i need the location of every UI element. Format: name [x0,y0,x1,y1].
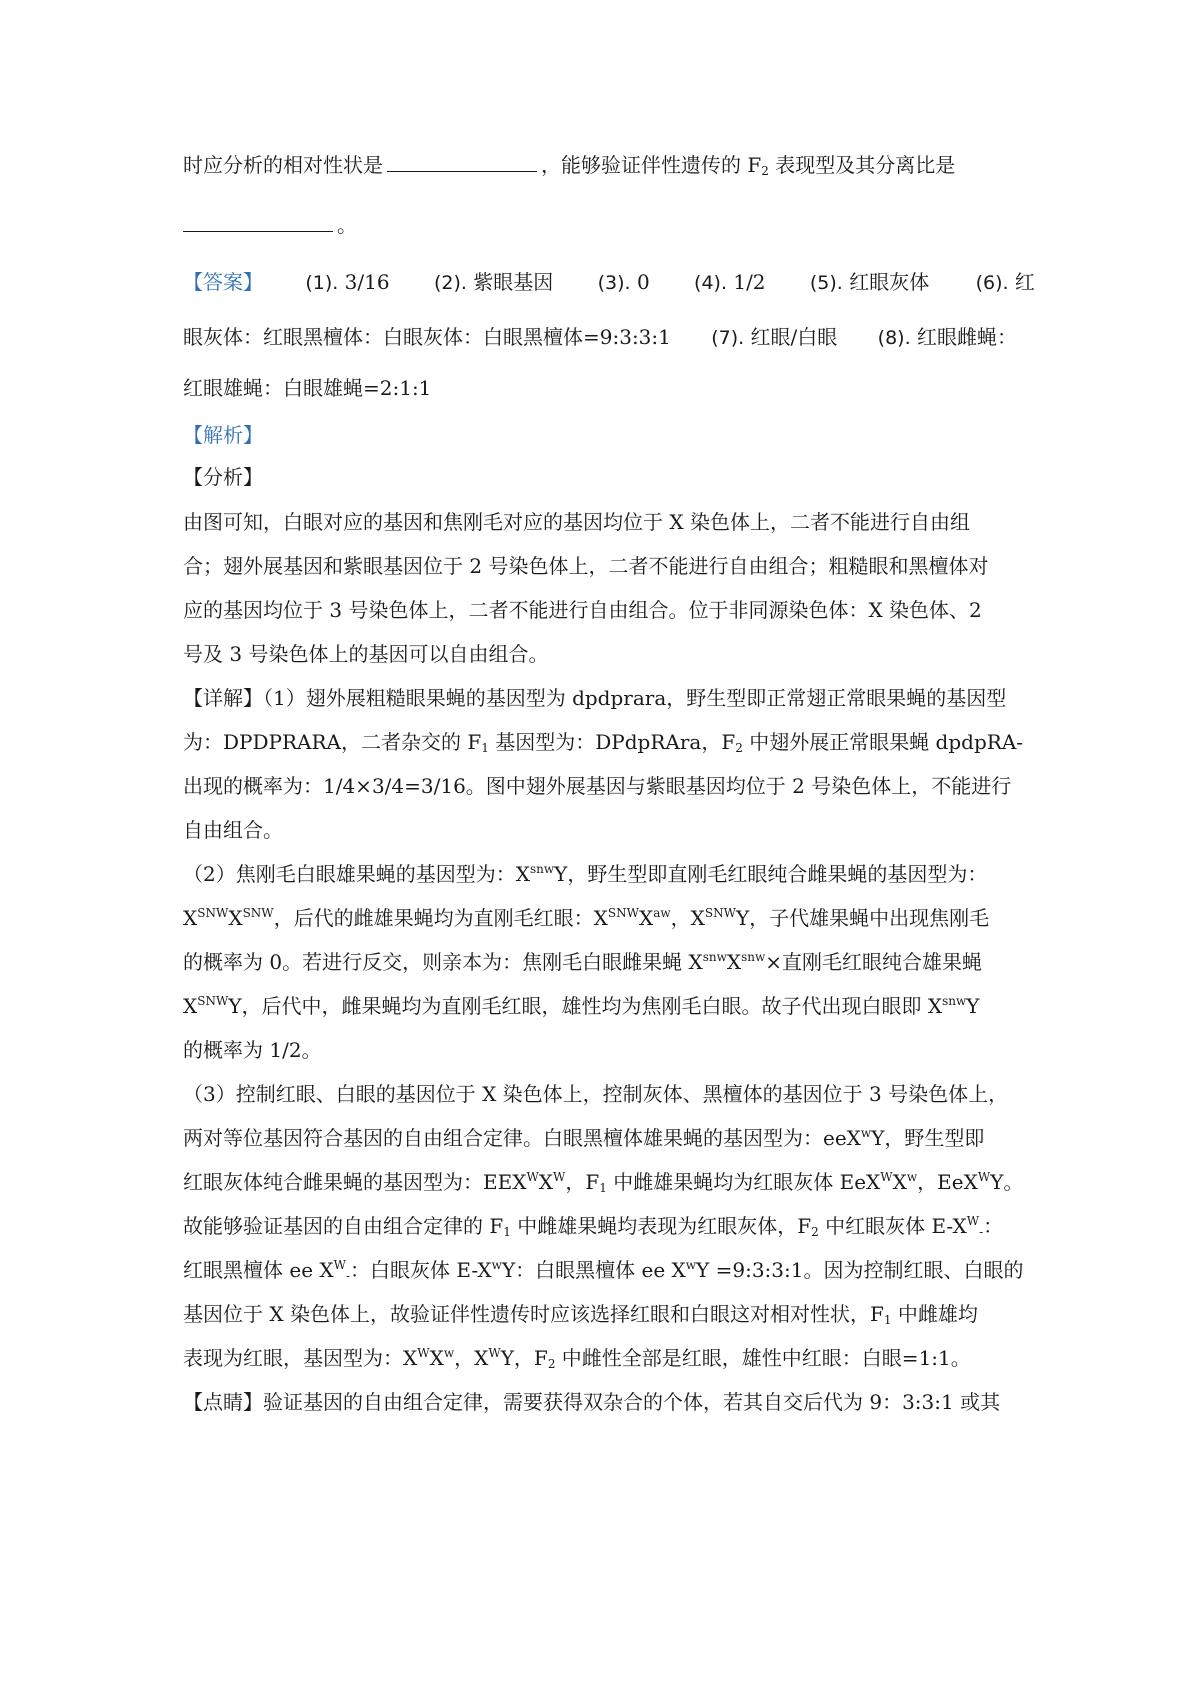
jiexi-label: 【解析】 [183,423,263,447]
answer-item-1: (1). 3/16 [305,270,390,294]
analysis-line: 由图可知，白眼对应的基因和焦刚毛对应的基因均位于 X 染色体上，二者不能进行自由组 [183,510,970,534]
answer-label: 【答案】 [183,270,263,294]
detail-p3-line-1: （3）控制红眼、白眼的基因位于 X 染色体上，控制灰体、黑檀体的基因位于 3 号染色体上， [183,1082,1009,1106]
detail-p1-line-1: 【详解】（1）翅外展粗糙眼果蝇的基因型为 dpdprara，野生型即正常翅正常眼果蝇的基因型 [183,686,1007,710]
detail-p2-line-3: 的概率为 0。若进行反交，则亲本为：焦刚毛白眼雌果蝇 $X^{snw}X^{snw}\times$直刚毛红眼纯合雄果蝇 [183,950,983,974]
fenxi-label: 【分析】 [183,465,263,489]
answer-item-8: (8). 红眼雌蝇： [877,325,1017,349]
answer-line-1 [183,267,1035,298]
answer-item-2: (2). 紫眼基因 [433,270,554,294]
answer-blank [183,211,333,232]
answer-blank [387,151,537,172]
analysis-line: 应的基因均位于 3 号染色体上，二者不能进行自由组合。位于非同源染色体：X 染色体、2 [183,598,982,622]
detail-p1-line-2: 为：DPDPRARA，二者杂交的 $F_1$ 基因型为：DPdpRAra，$F_2$ 中翅外展正常眼果蝇 dpdpRA- [183,730,1024,755]
detail-label: 【详解】 [183,686,263,710]
detail-p3-line-7: 表现为红眼，基因型为：$X^WX^w$，$X^WY$，$F_2$ 中雌性全部是红眼，雄性中红眼：白眼=1:1。 [183,1346,971,1371]
detail-p2-line-4: $X^{SNW}Y$，后代中，雌果蝇均为直刚毛红眼，雄性均为焦刚毛白眼。故子代出现白眼即 $X^{snw}Y$ [183,994,980,1018]
detail-p2-line-2: $X^{SNW}X^{SNW}$，后代的雌雄果蝇均为直刚毛红眼：$X^{SNW}X^{aw}$，$X^{SNW}Y$，子代雄果蝇中出现焦刚毛 [183,906,990,930]
dianjing-label: 【点睛】 [183,1390,263,1414]
answer-item-5: (5). 红眼灰体 [809,270,930,294]
answer-line-3: 红眼雄蝇：白眼雄蝇=2:1:1 [183,376,432,400]
answer-item-7: (7). 红眼/白眼 [711,325,838,349]
analysis-line: 合；翅外展基因和紫眼基因位于 2 号染色体上，二者不能进行自由组合；粗糙眼和黑檀体对 [183,554,989,578]
detail-p3-line-6: 基因位于 X 染色体上，故验证伴性遗传时应该选择红眼和白眼这对相对性状，$F_1$ 中雌雄均 [183,1302,978,1327]
analysis-line: 号及 3 号染色体上的基因可以自由组合。 [183,642,549,666]
answer-item-6: (6). 红 [975,270,1035,294]
question-line-2: 。 [183,210,357,240]
question-text: 时应分析的相对性状是 [183,153,383,177]
detail-p2-line-1: （2）焦刚毛白眼雄果蝇的基因型为：$X^{snw}Y$，野生型即直刚毛红眼纯合雌果蝇的基因型为： [183,862,988,886]
detail-p1-line-4: 自由组合。 [183,818,283,842]
detail-p3-line-3: 红眼灰体纯合雌果蝇的基因型为：$EEX^WX^W$，$F_1$ 中雌雄果蝇均为红眼灰体 $EeX^WX^w$，EeX$^W$Y。 [183,1170,1024,1195]
answer-line-2: 眼灰体：红眼黑檀体：白眼灰体：白眼黑檀体=9:3:3:1 (7). 红眼/白眼 (8). 红眼雌蝇： [183,322,1017,353]
answer-item-3: (3). 0 [597,270,650,294]
detail-p3-line-5: 红眼黑檀体 ee $X^W_-$：白眼灰体 $E-X^wY$：白眼黑檀体 ee $X^wY$ =9:3:3:1。因为控制红眼、白眼的 [183,1258,1024,1283]
question-line-1: 时应分析的相对性状是 ，能够验证伴性遗传的 $F_2$ 表现型及其分离比是 [183,153,956,178]
detail-p3-line-4: 故能够验证基因的自由组合定律的 $F_1$ 中雌雄果蝇均表现为红眼灰体，$F_2$ 中红眼灰体 $E-X^W_-$： [183,1214,1004,1239]
detail-p1-line-3: 出现的概率为：1/4×3/4=3/16。图中翅外展基因与紫眼基因均位于 2 号染色体上，不能进行 [183,774,1012,798]
detail-p3-line-2: 两对等位基因符合基因的自由组合定律。白眼黑檀体雄果蝇的基因型为：eeX$^w$Y，野生型即 [183,1126,985,1150]
answer-item-4: (4). 1/2 [694,270,766,294]
dianjing-line: 【点睛】验证基因的自由组合定律，需要获得双杂合的个体，若其自交后代为 9：3:3:1 或其 [183,1390,1001,1414]
detail-p2-line-5: 的概率为 1/2。 [183,1038,322,1062]
